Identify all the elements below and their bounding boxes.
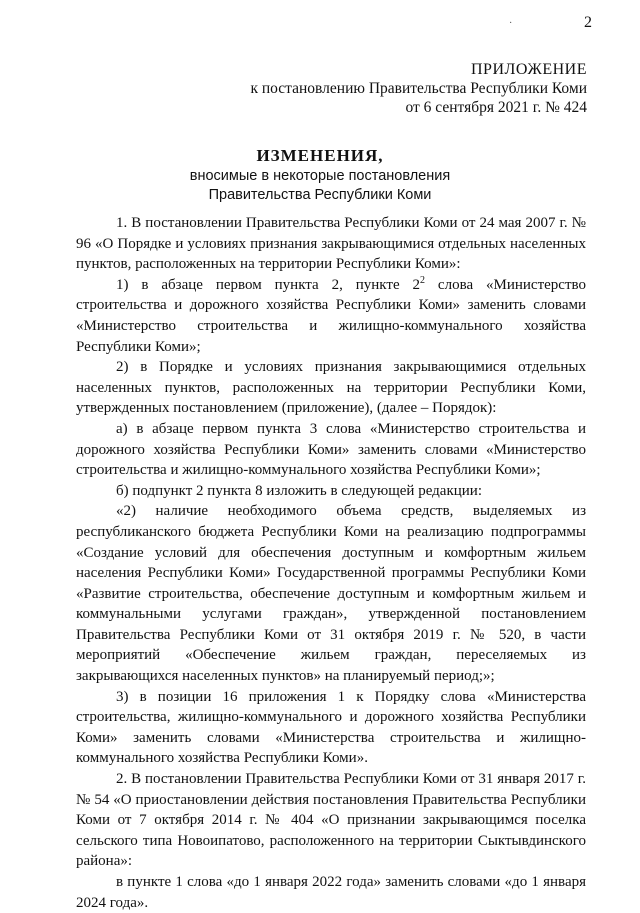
corner-mark: ·: [509, 18, 513, 29]
appendix-heading: ПРИЛОЖЕНИЕ: [470, 61, 587, 78]
paragraph-3: 2) в Порядке и условиях признания закрывающимися отдельных населенных пунктов, расположенных на территории Республики Коми, утвержденных постановлением (приложение), (далее – Порядок):: [76, 359, 586, 417]
paragraph-1: 1. В постановлении Правительства Республики Коми от 24 мая 2007 г. № 96 «О Порядке и условиях признания закрывающимися отдельных населенных пунктов, расположенных на территории Республики Коми»:: [76, 215, 586, 273]
paragraph-6: «2) наличие необходимого объема средств, выделяемых из республиканского бюджета Республики Коми на реализацию подпрограммы «Создание условий для обеспечения доступным и комфортным жильем населения Республики Коми» Государственной программы Республики Коми «Развитие строительства, обеспечение доступным и комфортным жильем и коммунальными услугами граждан», утвержденной постановлением Правительства Республики Коми от 31 октября 2019 г. № 520, в части мероприятий «Обеспечение жильем граждан, переселяемых из закрывающихся населенных пунктов» на планируемый период;»;: [76, 503, 586, 685]
superscript: 2: [420, 274, 426, 286]
appendix-line-2: от 6 сентября 2021 г. № 424: [405, 99, 587, 116]
appendix-line-1: к постановлению Правительства Республики Коми: [250, 80, 587, 97]
paragraph-2: [76, 275, 586, 357]
document-title: ИЗМЕНЕНИЯ,: [256, 146, 384, 165]
appendix-block: [250, 60, 587, 117]
document-subtitle-line-1: вносимые в некоторые постановления: [189, 168, 451, 184]
paragraph-2-end: слова «Министерство строительства и дорожного хозяйства Республики Коми» заменить словами «Министерство строительства и жилищно-коммунального хозяйства Республики Коми»;: [76, 276, 587, 355]
paragraph-9: в пункте 1 слова «до 1 января 2022 года» заменить словами «до 1 января 2024 года».: [76, 874, 586, 911]
document-body: [76, 213, 586, 913]
title-block: [0, 145, 640, 205]
paragraph-2-start: 1) в абзаце первом пункта 2, пункте 2: [116, 276, 421, 293]
paragraph-7: 3) в позиции 16 приложения 1 к Порядку слова «Министерства строительства, жилищно-коммунального и дорожного хозяйства Республики Коми» заменить словами «Министерства строительства и жилищно-коммунального хозяйства Республики Коми».: [76, 688, 586, 767]
paragraph-8: 2. В постановлении Правительства Республики Коми от 31 января 2017 г. № 54 «О приостановлении действия постановления Правительства Республики Коми от 7 октября 2014 г. № 404 «О признании закрывающимся поселка сельского типа Новоипатово, расположенного на территории Сыктывдинского района»:: [76, 771, 586, 870]
paragraph-4: а) в абзаце первом пункта 3 слова «Министерство строительства и дорожного хозяйства Республики Коми» заменить словами «Министерство строительства и жилищно-коммунального хозяйства Республики Коми»;: [76, 420, 586, 479]
paragraph-5: б) подпункт 2 пункта 8 изложить в следующей редакции:: [116, 482, 482, 499]
page-number: 2: [584, 14, 592, 31]
document-subtitle-line-2: Правительства Республики Коми: [208, 187, 432, 203]
